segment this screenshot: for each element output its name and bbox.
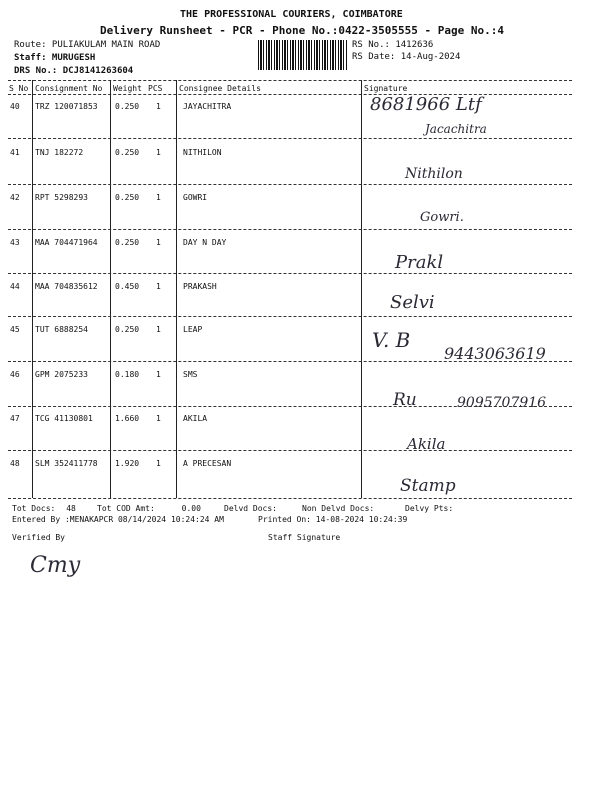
row-pcs: 1 <box>156 325 161 334</box>
signature-48: Stamp <box>400 476 456 496</box>
delivered-docs: Delvd Docs: <box>224 504 277 513</box>
row-sno: 45 <box>10 325 20 334</box>
row-pcs: 1 <box>156 370 161 379</box>
table-top-divider <box>8 80 572 81</box>
row-sno: 42 <box>10 193 20 202</box>
row-pcs: 1 <box>156 282 161 291</box>
row-pcs: 1 <box>156 102 161 111</box>
total-cod-value: 0.00 <box>181 504 201 513</box>
printed-on: Printed On: 14-08-2024 10:24:39 <box>258 515 408 524</box>
row-sno: 44 <box>10 282 20 291</box>
col-signature: Signature <box>364 84 408 93</box>
row-consignment: TCG 41130801 <box>35 414 93 423</box>
signature-47: Akila <box>407 435 446 453</box>
total-docs-value: 48 <box>66 504 76 513</box>
col-consignee: Consignee Details <box>179 84 261 93</box>
col-consignment: Consignment No <box>35 84 103 93</box>
header-divider <box>8 94 572 95</box>
row-weight: 0.250 <box>115 193 140 202</box>
total-docs <box>12 504 76 513</box>
barcode-image <box>258 40 348 70</box>
col-line <box>110 80 111 498</box>
signature-40-phone: 8681966 Ltf <box>370 94 482 115</box>
signature-45: V. B <box>372 328 411 352</box>
entered-by: Entered By :MENAKAPCR 08/14/2024 10:24:24 AM <box>12 515 224 524</box>
col-weight: Weight <box>113 84 142 93</box>
row-divider <box>8 316 572 317</box>
drs-number: DRS No.: DCJ8141263604 <box>14 66 134 76</box>
total-cod-label: Tot COD Amt: <box>97 504 155 513</box>
row-consignment: MAA 704835612 <box>35 282 98 291</box>
row-pcs: 1 <box>156 459 161 468</box>
row-sno: 40 <box>10 102 20 111</box>
row-weight: 0.250 <box>115 148 140 157</box>
row-consignee: LEAP <box>183 325 203 334</box>
row-consignment: TRZ 120071853 <box>35 102 98 111</box>
signature-42: Gowri. <box>420 210 464 225</box>
table-bottom-divider <box>8 498 572 499</box>
signature-41: Nithilon <box>405 166 463 182</box>
row-sno: 47 <box>10 414 20 423</box>
row-consignee: SMS <box>183 370 198 379</box>
signature-46: Ru <box>393 390 417 410</box>
route-label: Route: PULIAKULAM MAIN ROAD <box>14 40 161 50</box>
row-consignee: A PRECESAN <box>183 459 232 468</box>
col-line <box>176 80 177 498</box>
row-divider <box>8 229 572 230</box>
staff-signature-label: Staff Signature <box>268 533 341 542</box>
row-sno: 43 <box>10 238 20 247</box>
row-weight: 0.250 <box>115 102 140 111</box>
signature-45-phone: 9443063619 <box>444 344 546 363</box>
row-consignee: GOWRI <box>183 193 208 202</box>
row-pcs: 1 <box>156 414 161 423</box>
row-sno: 41 <box>10 148 20 157</box>
signature-46-phone: 9095707916 <box>457 395 547 411</box>
total-cod <box>97 504 201 513</box>
signature-44: Selvi <box>390 292 435 313</box>
row-weight: 1.660 <box>115 414 140 423</box>
row-divider <box>8 184 572 185</box>
row-weight: 1.920 <box>115 459 140 468</box>
delivery-points: Delvy Pts: <box>405 504 454 513</box>
row-divider <box>8 273 572 274</box>
row-consignee: AKILA <box>183 414 208 423</box>
non-delivered-docs: Non Delvd Docs: <box>302 504 375 513</box>
rs-date: RS Date: 14-Aug-2024 <box>352 52 461 62</box>
row-consignee: DAY N DAY <box>183 238 227 247</box>
row-consignment: RPT 5298293 <box>35 193 88 202</box>
row-weight: 0.180 <box>115 370 140 379</box>
col-pcs: PCS <box>148 84 163 93</box>
company-title: THE PROFESSIONAL COURIERS, COIMBATORE <box>180 9 403 20</box>
row-sno: 46 <box>10 370 20 379</box>
row-consignment: TNJ 182272 <box>35 148 84 157</box>
col-line <box>32 80 33 498</box>
col-line <box>361 80 362 498</box>
row-consignee: PRAKASH <box>183 282 217 291</box>
verified-signature: Cmy <box>30 553 81 578</box>
row-weight: 0.450 <box>115 282 140 291</box>
row-divider <box>8 138 572 139</box>
row-sno: 48 <box>10 459 20 468</box>
row-pcs: 1 <box>156 238 161 247</box>
signature-43: Prakl <box>395 252 444 273</box>
row-consignee: NITHILON <box>183 148 222 157</box>
row-pcs: 1 <box>156 148 161 157</box>
row-consignee: JAYACHITRA <box>183 102 232 111</box>
row-weight: 0.250 <box>115 325 140 334</box>
col-sno: S No <box>9 84 29 93</box>
row-consignment: SLM 352411778 <box>35 459 98 468</box>
row-consignment: GPM 2075233 <box>35 370 88 379</box>
rs-number: RS No.: 1412636 <box>352 40 434 50</box>
row-pcs: 1 <box>156 193 161 202</box>
staff-label: Staff: MURUGESH <box>14 53 96 63</box>
verified-by-label: Verified By <box>12 533 65 542</box>
row-divider <box>8 450 572 451</box>
row-consignment: TUT 6888254 <box>35 325 88 334</box>
row-weight: 0.250 <box>115 238 140 247</box>
row-consignment: MAA 704471964 <box>35 238 98 247</box>
total-docs-label: Tot Docs: <box>12 504 56 513</box>
runsheet-title: Delivery Runsheet - PCR - Phone No.:0422-3505555 - Page No.:4 <box>100 24 504 37</box>
signature-40: Jacachitra <box>425 122 487 136</box>
